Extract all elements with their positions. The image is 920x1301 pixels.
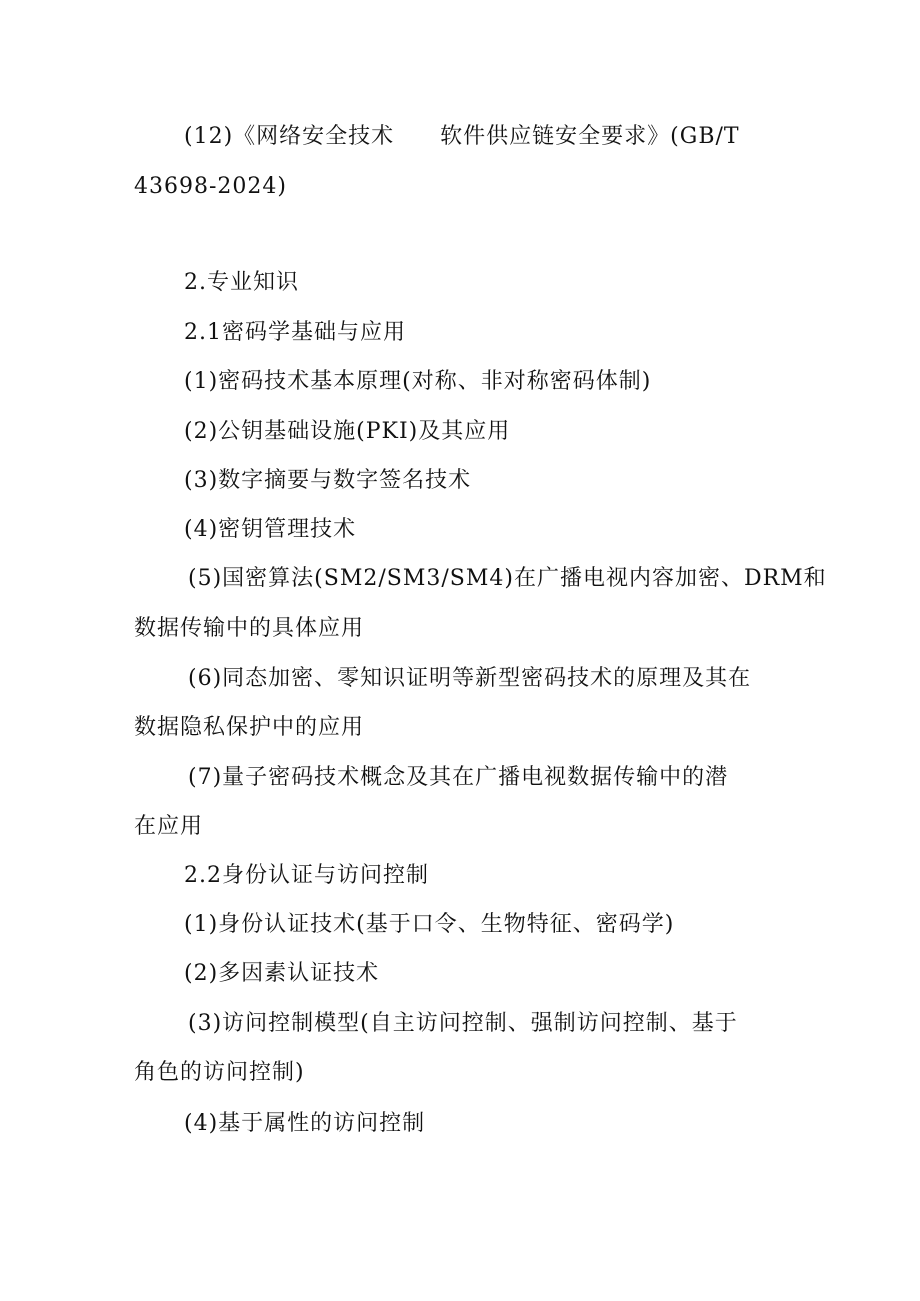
reference-item-12: (12)《网络安全技术 软件供应链安全要求》(GB/T bbox=[184, 124, 740, 149]
list-item: (2)公钥基础设施(PKI)及其应用 bbox=[184, 419, 511, 444]
list-item: (5)国密算法(SM2/SM3/SM4)在广播电视内容加密、DRM和 bbox=[188, 566, 827, 591]
list-item-cont: 数据隐私保护中的应用 bbox=[134, 715, 365, 740]
list-item: (3)数字摘要与数字签名技术 bbox=[184, 468, 472, 493]
list-item: (4)基于属性的访问控制 bbox=[184, 1111, 426, 1136]
section-heading-2: 2.专业知识 bbox=[184, 270, 299, 295]
list-item: (3)访问控制模型(自主访问控制、强制访问控制、基于 bbox=[188, 1011, 738, 1036]
list-item: (1)密码技术基本原理(对称、非对称密码体制) bbox=[184, 369, 652, 394]
list-item-cont: 角色的访问控制) bbox=[134, 1060, 305, 1085]
list-item-cont: 数据传输中的具体应用 bbox=[134, 616, 365, 641]
list-item: (4)密钥管理技术 bbox=[184, 517, 357, 542]
list-item: (7)量子密码技术概念及其在广播电视数据传输中的潜 bbox=[188, 765, 729, 790]
reference-item-12-cont: 43698-2024) bbox=[134, 174, 287, 199]
list-item-cont: 在应用 bbox=[134, 814, 204, 839]
list-item: (1)身份认证技术(基于口令、生物特征、密码学) bbox=[184, 912, 675, 937]
subsection-heading-2-1: 2.1密码学基础与应用 bbox=[184, 320, 406, 345]
list-item: (6)同态加密、零知识证明等新型密码技术的原理及其在 bbox=[188, 666, 752, 691]
list-item: (2)多因素认证技术 bbox=[184, 961, 380, 986]
subsection-heading-2-2: 2.2身份认证与访问控制 bbox=[184, 863, 429, 888]
